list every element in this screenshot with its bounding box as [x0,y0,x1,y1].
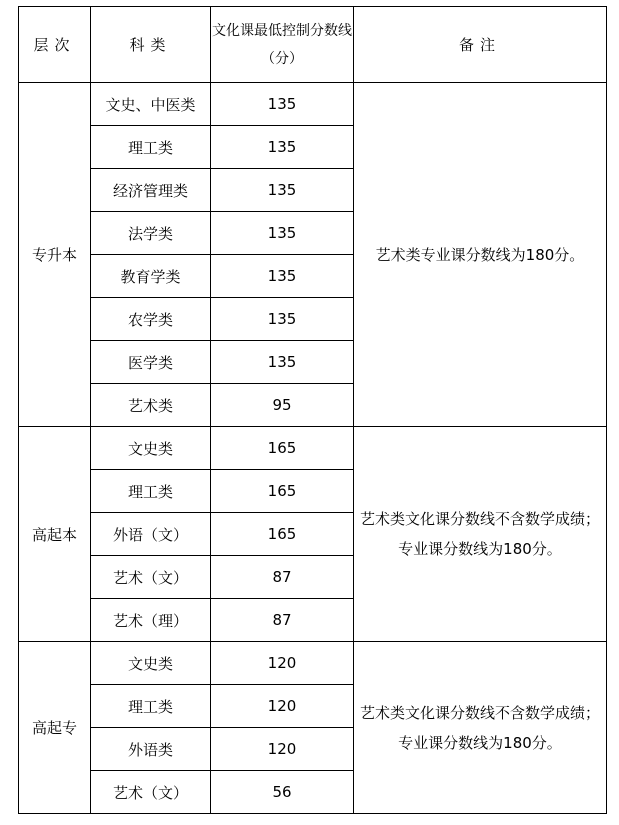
subject-cell: 艺术（理） [91,599,211,642]
subject-cell: 教育学类 [91,255,211,298]
level-cell: 高起本 [19,427,91,642]
table-row [19,642,607,685]
table-row [19,427,607,470]
score-table [18,6,607,814]
subject-cell: 理工类 [91,126,211,169]
subject-cell: 医学类 [91,341,211,384]
score-cell: 135 [211,83,354,126]
subject-cell: 理工类 [91,685,211,728]
score-cell: 120 [211,642,354,685]
score-cell: 135 [211,126,354,169]
subject-cell: 文史类 [91,642,211,685]
score-cell: 135 [211,212,354,255]
score-cell: 135 [211,169,354,212]
score-cell: 135 [211,298,354,341]
header-row [19,7,607,83]
subject-cell: 艺术类 [91,384,211,427]
score-cell: 135 [211,255,354,298]
score-cell: 120 [211,728,354,771]
subject-cell: 农学类 [91,298,211,341]
score-cell: 165 [211,427,354,470]
note-cell: 艺术类专业课分数线为180分。 [354,83,607,427]
table-row [19,83,607,126]
subject-cell: 外语类 [91,728,211,771]
subject-cell: 外语（文） [91,513,211,556]
subject-cell: 文史、中医类 [91,83,211,126]
score-header: 文化课最低控制分数线（分） [211,7,354,83]
level-header: 层次 [19,7,91,83]
note-header: 备注 [354,7,607,83]
note-cell: 艺术类文化课分数线不含数学成绩；专业课分数线为180分。 [354,642,607,814]
level-cell: 专升本 [19,83,91,427]
level-cell: 高起专 [19,642,91,814]
score-cell: 165 [211,513,354,556]
note-cell: 艺术类文化课分数线不含数学成绩；专业课分数线为180分。 [354,427,607,642]
score-cell: 87 [211,599,354,642]
score-cell: 165 [211,470,354,513]
score-cell: 135 [211,341,354,384]
subject-cell: 艺术（文） [91,556,211,599]
subject-header: 科类 [91,7,211,83]
subject-cell: 经济管理类 [91,169,211,212]
score-cell: 87 [211,556,354,599]
subject-cell: 理工类 [91,470,211,513]
score-cell: 95 [211,384,354,427]
subject-cell: 法学类 [91,212,211,255]
subject-cell: 艺术（文） [91,771,211,814]
score-cell: 56 [211,771,354,814]
score-cell: 120 [211,685,354,728]
subject-cell: 文史类 [91,427,211,470]
